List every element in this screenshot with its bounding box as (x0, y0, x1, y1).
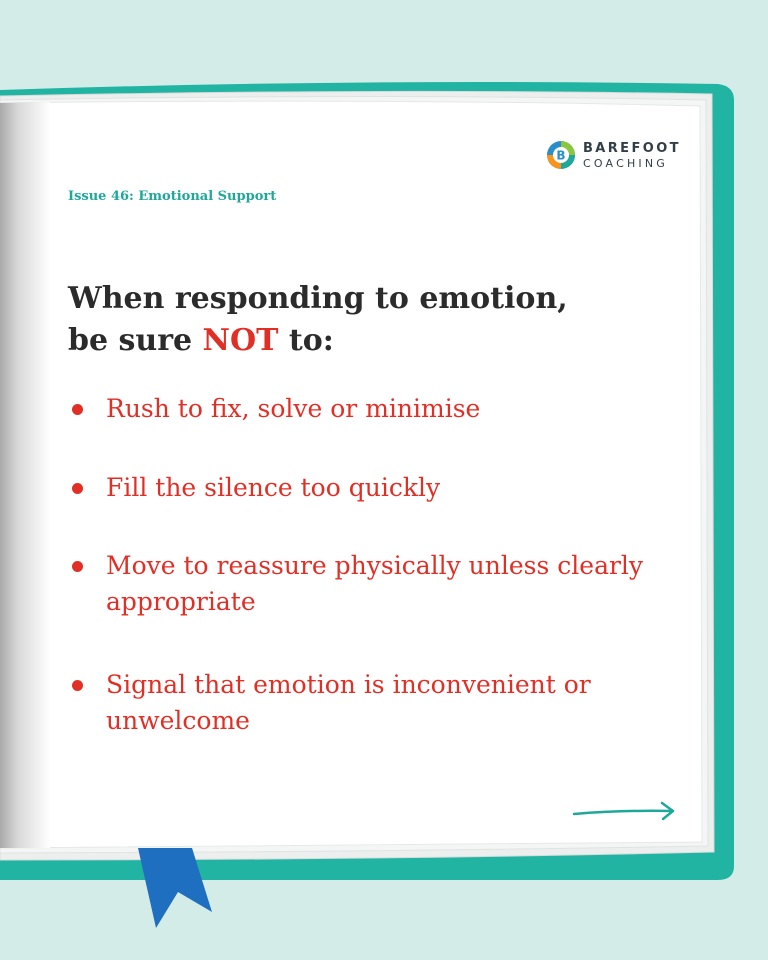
arrow-right-icon (574, 803, 673, 819)
list-item-text: Fill the silence too quickly (106, 473, 441, 502)
list-item (72, 548, 672, 620)
bullet-dot-icon (72, 404, 83, 415)
issue-label: Issue 46: Emotional Support (68, 189, 277, 204)
brand-name-line2: COACHING (583, 156, 669, 170)
brand-mark-letter: B (556, 148, 566, 163)
next-arrow-button[interactable] (572, 800, 678, 824)
bullet-dot-icon (72, 680, 83, 691)
title-text-after: to: (278, 323, 334, 358)
title-line-2 (68, 320, 688, 362)
brand-logo (546, 138, 681, 172)
title-line-1: When responding to emotion, (68, 281, 568, 316)
brand-mark-icon (546, 140, 576, 170)
bullet-dot-icon (72, 561, 83, 572)
list-item (72, 667, 672, 739)
title-text-before: be sure (68, 323, 203, 358)
page-title (68, 278, 688, 362)
list-item-text: Rush to fix, solve or minimise (106, 394, 481, 423)
bullet-dot-icon (72, 483, 83, 494)
list-item-text: Move to reassure physically unless clearly appropriate (106, 551, 644, 616)
list-item (72, 470, 672, 506)
list-item-text: Signal that emotion is inconvenient or unwelcome (106, 670, 591, 735)
spine-shadow (0, 102, 50, 848)
title-emphasis: NOT (202, 323, 279, 358)
list-item (72, 391, 672, 427)
brand-wordmark (583, 142, 681, 169)
brand-name-line1: BAREFOOT (583, 140, 681, 156)
